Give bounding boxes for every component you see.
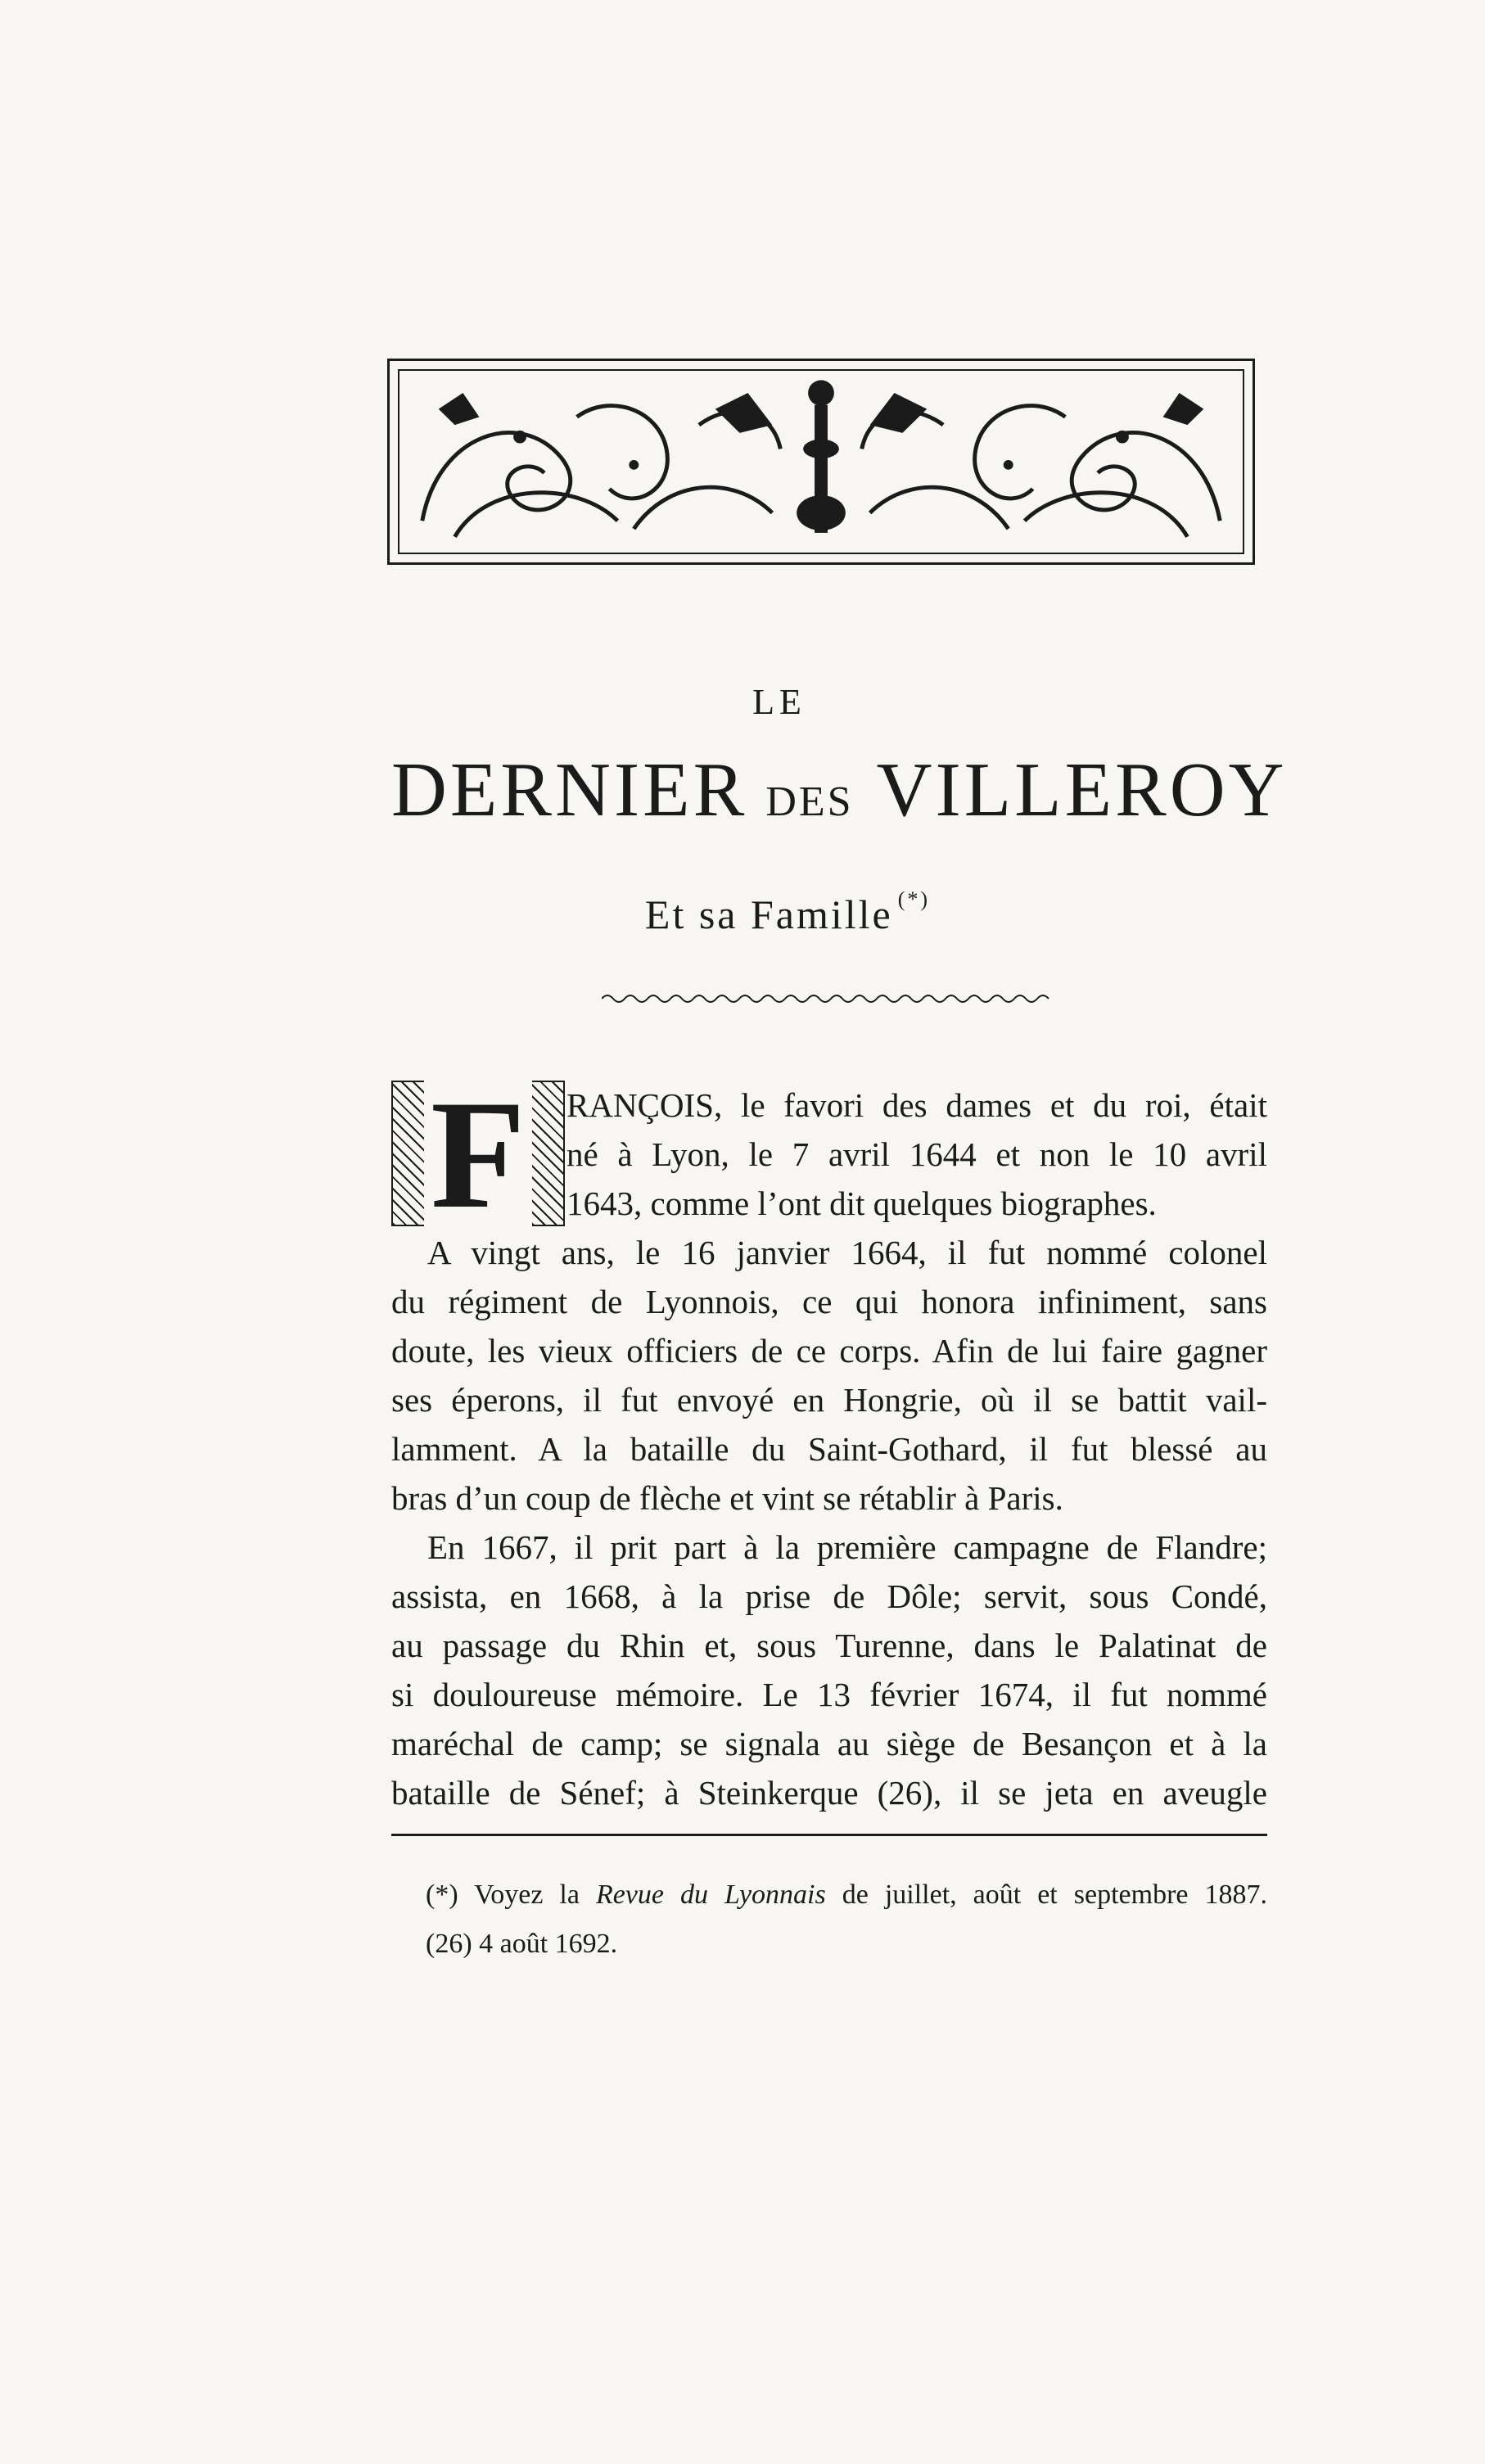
text-line: A vingt ans, le 16 janvier 1664, il fut nommé colonel xyxy=(427,1234,1267,1271)
title-word-dernier: DERNIER xyxy=(391,747,748,833)
text-line: bataille de Sénef; à Steinkerque (26), il se jeta en aveugle xyxy=(391,1774,1267,1812)
text-line: bras d’un coup de flèche et vint se rétablir à Paris. xyxy=(391,1479,1063,1517)
footnote-1-tail: de juillet, août et septembre 1887. xyxy=(842,1880,1267,1910)
title-word-des: DES xyxy=(765,778,854,825)
drop-cap xyxy=(391,1069,565,1241)
text-line: assista, en 1668, à la prise de Dôle; servit, sous Condé, xyxy=(391,1577,1267,1615)
ornament-scrollwork-icon xyxy=(390,361,1253,562)
drop-cap-letter: F xyxy=(424,1077,532,1233)
page-title xyxy=(391,741,1288,839)
text-line: si douloureuse mémoire. Le 13 février 1674, il fut nommé xyxy=(391,1676,1267,1713)
text-line: maréchal de camp; se signala au siège de Besançon et à la xyxy=(391,1725,1267,1762)
title-article: LE xyxy=(752,682,806,722)
title-word-villeroy: VILLEROY xyxy=(876,747,1288,833)
text-line: RANÇOIS, le favori des dames et du roi, était xyxy=(566,1086,1267,1124)
footnote-divider xyxy=(391,1834,1267,1836)
subtitle xyxy=(0,887,1485,938)
text-line: doute, les vieux officiers de ce corps. Afin de lui faire gagner xyxy=(391,1332,1267,1370)
footnote-1-lead: Voyez la xyxy=(474,1880,580,1910)
footnote-1-journal: Revue du Lyonnais xyxy=(595,1880,826,1910)
text-line: du régiment de Lyonnois, ce qui honora infiniment, sans xyxy=(391,1283,1267,1320)
text-line: En 1667, il prit part à la première campagne de Flandre; xyxy=(427,1528,1267,1566)
subtitle-footnote-mark: (*) xyxy=(897,887,931,911)
text-line: lamment. A la bataille du Saint-Gothard, il fut blessé au xyxy=(391,1430,1267,1468)
text-line: au passage du Rhin et, sous Turenne, dans le Palatinat de xyxy=(391,1627,1267,1664)
title-divider xyxy=(602,992,1056,1000)
text-line: né à Lyon, le 7 avril 1644 et non le 10 avril xyxy=(566,1135,1267,1173)
header-ornament xyxy=(387,359,1255,565)
footnote-2: (26) 4 août 1692. xyxy=(426,1929,618,1959)
text-line: ses éperons, il fut envoyé en Hongrie, où il se battit vail- xyxy=(391,1381,1267,1419)
subtitle-text: Et sa Famille xyxy=(644,891,893,937)
text-line: 1643, comme l’ont dit quelques biographes. xyxy=(566,1185,1157,1222)
footnote-1 xyxy=(426,1875,1267,1916)
footnote-1-mark: (*) xyxy=(426,1880,458,1910)
